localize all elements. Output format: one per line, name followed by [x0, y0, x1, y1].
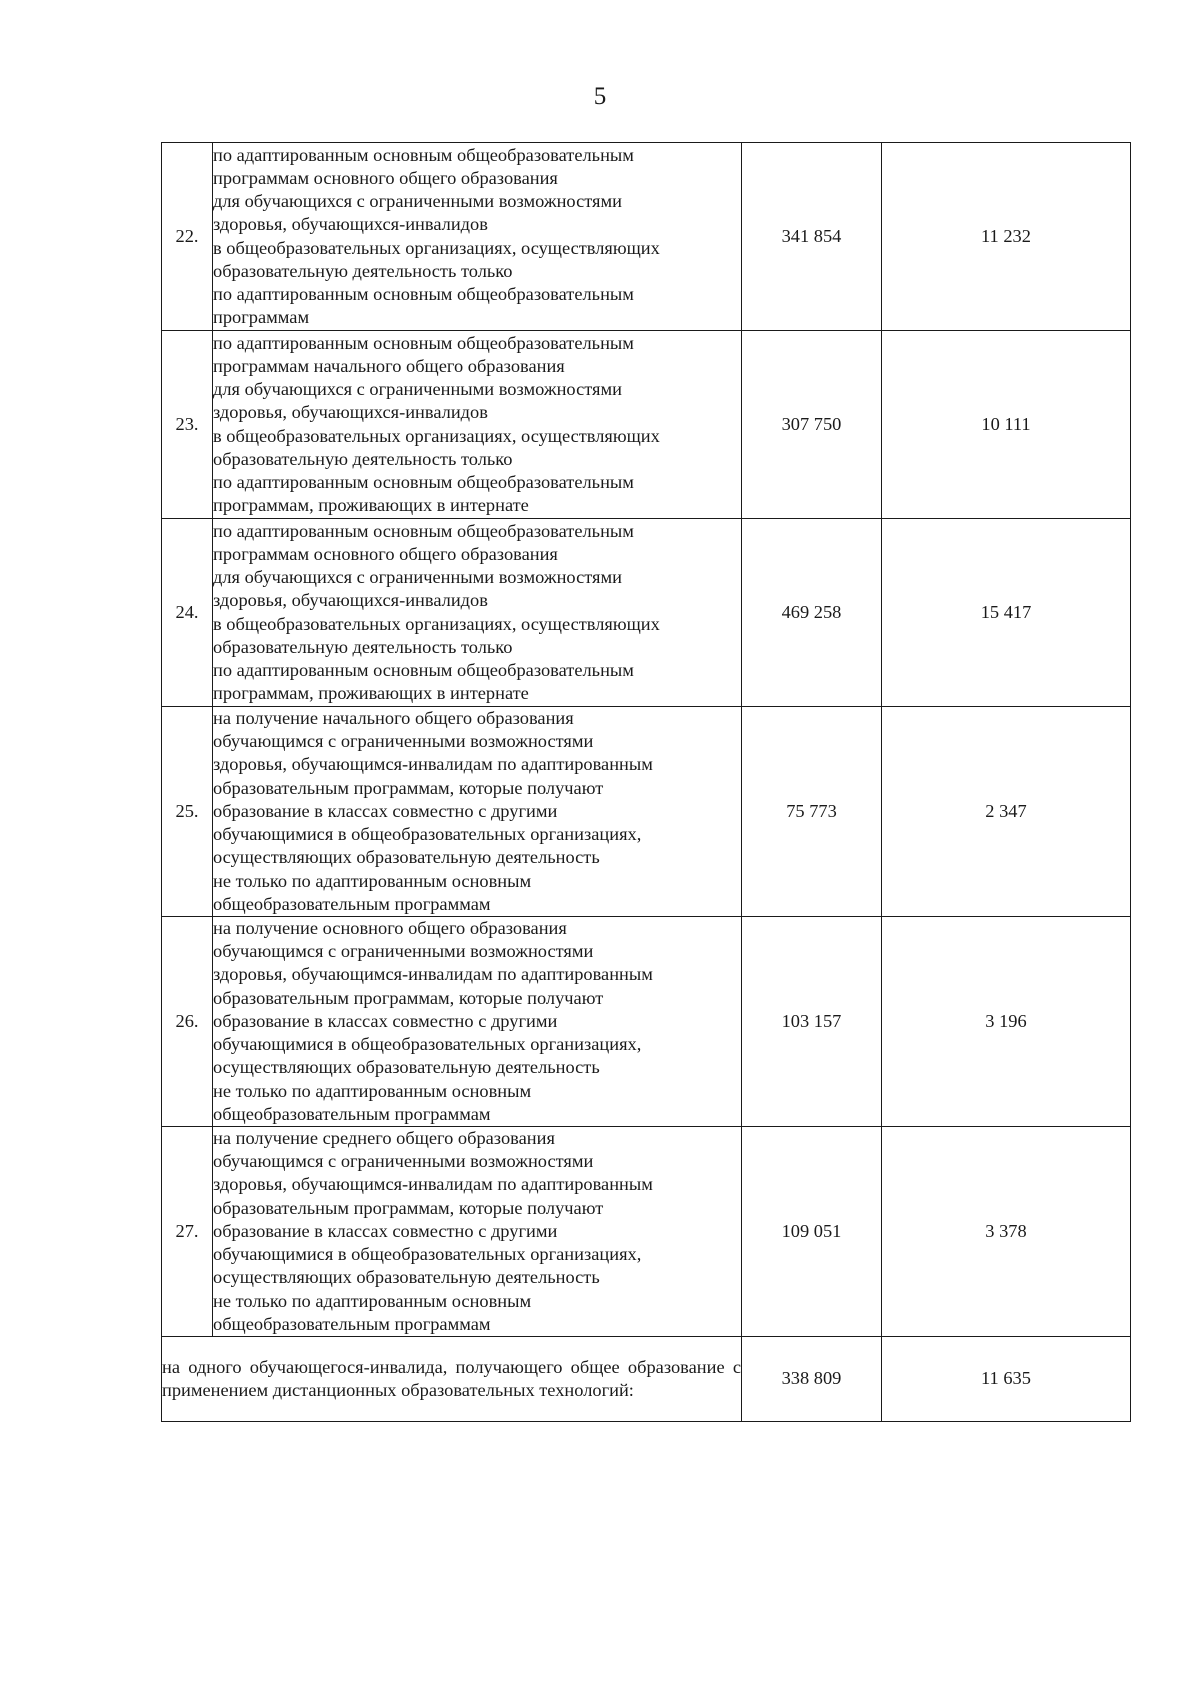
description-line: здоровья, обучающихся-инвалидов — [213, 402, 488, 423]
row-number: 24. — [162, 519, 213, 707]
description-line: осуществляющих образовательную деятельность — [213, 847, 600, 868]
row-number: 26. — [162, 917, 213, 1127]
description-line: для обучающихся с ограниченными возможностями — [213, 191, 622, 212]
description-line: на получение среднего общего образования — [213, 1128, 555, 1149]
description-line: осуществляющих образовательную деятельность — [213, 1057, 600, 1078]
description-line: образовательную деятельность только — [213, 636, 513, 657]
description-line: обучающимся с ограниченными возможностями — [213, 1151, 594, 1172]
description-line: образование в классах совместно с другими — [213, 1010, 558, 1031]
description-line: программам начального общего образования — [213, 355, 565, 376]
table-body — [162, 143, 1131, 1422]
row-description — [213, 143, 742, 331]
table-row — [162, 519, 1131, 707]
description-line: образовательную деятельность только — [213, 448, 513, 469]
table-row — [162, 331, 1131, 519]
description-line: образовательным программам, которые получают — [213, 1197, 604, 1218]
description-line: обучающимся с ограниченными возможностями — [213, 731, 594, 752]
row-value-2: 3 196 — [882, 917, 1131, 1127]
description-line: программам, проживающих в интернате — [213, 683, 529, 704]
description-line: образовательную деятельность только — [213, 260, 513, 281]
row-value-1: 307 750 — [742, 331, 882, 519]
row-value-2: 10 111 — [882, 331, 1131, 519]
description-line: образовательным программам, которые получают — [213, 777, 604, 798]
description-line: в общеобразовательных организациях, осуществляющих — [213, 613, 660, 634]
description-line: программам — [213, 307, 310, 328]
description-line: для обучающихся с ограниченными возможностями — [213, 379, 622, 400]
description-line: здоровья, обучающимся-инвалидам по адаптированным — [213, 964, 653, 985]
description-line: по адаптированным основным общеобразовательным — [213, 332, 634, 353]
table-row — [162, 143, 1131, 331]
description-line: здоровья, обучающихся-инвалидов — [213, 214, 488, 235]
description-line: обучающимися в общеобразовательных организациях, — [213, 1034, 642, 1055]
row-value-2: 3 378 — [882, 1127, 1131, 1337]
page-number: 5 — [593, 83, 607, 110]
description-line: образование в классах совместно с другими — [213, 800, 558, 821]
description-line: по адаптированным основным общеобразовательным — [213, 471, 634, 492]
description-line: здоровья, обучающихся-инвалидов — [213, 590, 488, 611]
row-description — [213, 1127, 742, 1337]
description-line: по адаптированным основным общеобразовательным — [213, 144, 634, 165]
description-line: не только по адаптированным основным — [213, 1290, 532, 1311]
description-line: программам основного общего образования — [213, 167, 558, 188]
description-line: по адаптированным основным общеобразовательным — [213, 659, 634, 680]
row-number: 22. — [162, 143, 213, 331]
description-line: для обучающихся с ограниченными возможностями — [213, 567, 622, 588]
description-line: по адаптированным основным общеобразовательным — [213, 283, 634, 304]
description-line: общеобразовательным программам — [213, 1103, 491, 1124]
description-line: образование в классах совместно с другими — [213, 1220, 558, 1241]
description-line: на получение начального общего образования — [213, 708, 574, 729]
norms-table — [161, 142, 1131, 1422]
description-line: обучающимися в общеобразовательных организациях, — [213, 824, 642, 845]
description-line: общеобразовательным программам — [213, 893, 491, 914]
row-number: 27. — [162, 1127, 213, 1337]
total-value-1: 338 809 — [742, 1337, 882, 1422]
table-row — [162, 707, 1131, 917]
row-value-1: 109 051 — [742, 1127, 882, 1337]
row-description — [213, 917, 742, 1127]
description-line: обучающимся с ограниченными возможностями — [213, 941, 594, 962]
description-line: программам основного общего образования — [213, 543, 558, 564]
description-line: в общеобразовательных организациях, осуществляющих — [213, 425, 660, 446]
description-line: обучающимися в общеобразовательных организациях, — [213, 1244, 642, 1265]
row-number: 25. — [162, 707, 213, 917]
row-value-1: 341 854 — [742, 143, 882, 331]
table-row — [162, 1127, 1131, 1337]
description-line: не только по адаптированным основным — [213, 1080, 532, 1101]
description-line: здоровья, обучающимся-инвалидам по адаптированным — [213, 754, 653, 775]
row-description — [213, 707, 742, 917]
total-description: на одного обучающегося-инвалида, получающего общее образование с применением дистанционных образовательных технологий: — [162, 1337, 742, 1422]
row-value-1: 103 157 — [742, 917, 882, 1127]
table-row — [162, 917, 1131, 1127]
row-value-2: 15 417 — [882, 519, 1131, 707]
row-value-1: 469 258 — [742, 519, 882, 707]
description-line: не только по адаптированным основным — [213, 870, 532, 891]
row-value-2: 2 347 — [882, 707, 1131, 917]
description-line: образовательным программам, которые получают — [213, 987, 604, 1008]
description-line: программам, проживающих в интернате — [213, 495, 529, 516]
row-number: 23. — [162, 331, 213, 519]
row-description — [213, 331, 742, 519]
description-line: здоровья, обучающимся-инвалидам по адаптированным — [213, 1174, 653, 1195]
row-value-2: 11 232 — [882, 143, 1131, 331]
row-description — [213, 519, 742, 707]
description-line: по адаптированным основным общеобразовательным — [213, 520, 634, 541]
row-value-1: 75 773 — [742, 707, 882, 917]
description-line: в общеобразовательных организациях, осуществляющих — [213, 237, 660, 258]
description-line: осуществляющих образовательную деятельность — [213, 1267, 600, 1288]
total-value-2: 11 635 — [882, 1337, 1131, 1422]
description-line: общеобразовательным программам — [213, 1313, 491, 1334]
description-line: на получение основного общего образования — [213, 918, 567, 939]
total-row — [162, 1337, 1131, 1422]
